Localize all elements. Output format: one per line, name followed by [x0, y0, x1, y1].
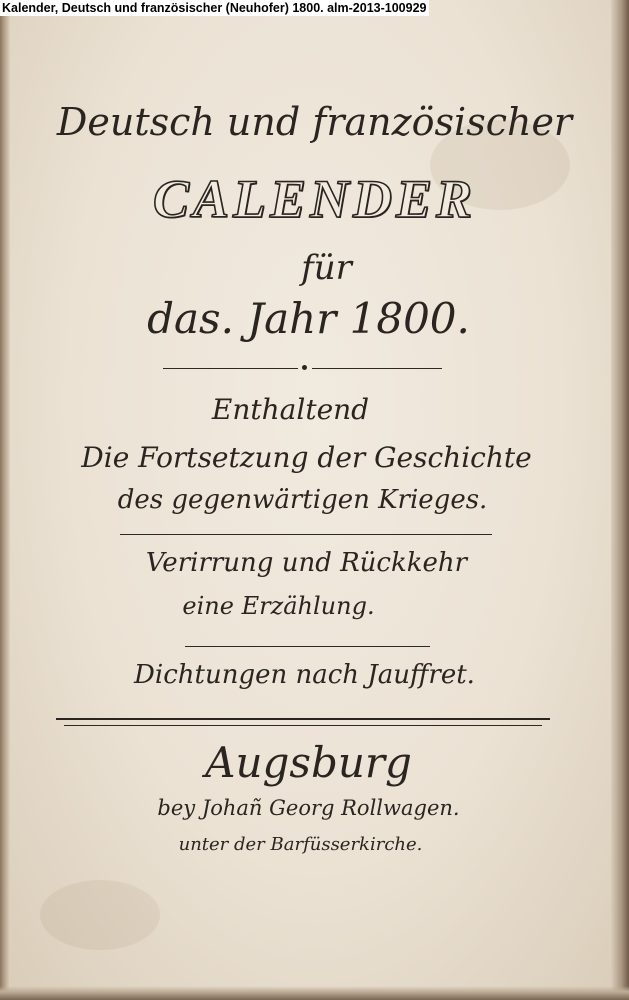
title-calender: CALENDER [152, 169, 477, 229]
imprint-publisher: bey Johañ Georg Rollwagen. [157, 796, 460, 820]
ornament-rule-right [312, 368, 442, 369]
double-rule-bottom [64, 725, 542, 726]
contents-item-2-line-2: eine Erzählung. [182, 592, 375, 620]
ornament-rule-left [163, 368, 298, 369]
imprint-address: unter der Barfüsserkirche. [178, 834, 423, 855]
double-rule-top [56, 718, 550, 720]
title-line-1: Deutsch und französischer [56, 100, 573, 144]
contents-item-1-line-1: Die Fortsetzung der Geschichte [81, 441, 532, 474]
title-year: das. Jahr 1800. [147, 294, 470, 343]
image-caption: Kalender, Deutsch und französischer (Neuhofer) 1800. alm-2013-100929 [0, 0, 429, 16]
contents-item-1-line-2: des gegenwärtigen Krieges. [117, 485, 488, 515]
book-edge-bottom [0, 986, 629, 1000]
contents-item-3: Dichtungen nach Jauffret. [134, 660, 475, 690]
contents-item-2-line-1: Verirrung und Rückkehr [145, 548, 468, 578]
ornament-dot [302, 365, 307, 370]
contents-heading: Enthaltend [211, 393, 370, 426]
divider-rule [120, 534, 492, 535]
imprint-city: Augsburg [205, 738, 412, 787]
paper-stain [40, 880, 160, 950]
title-fuer: für [301, 248, 352, 288]
divider-rule [185, 646, 430, 647]
